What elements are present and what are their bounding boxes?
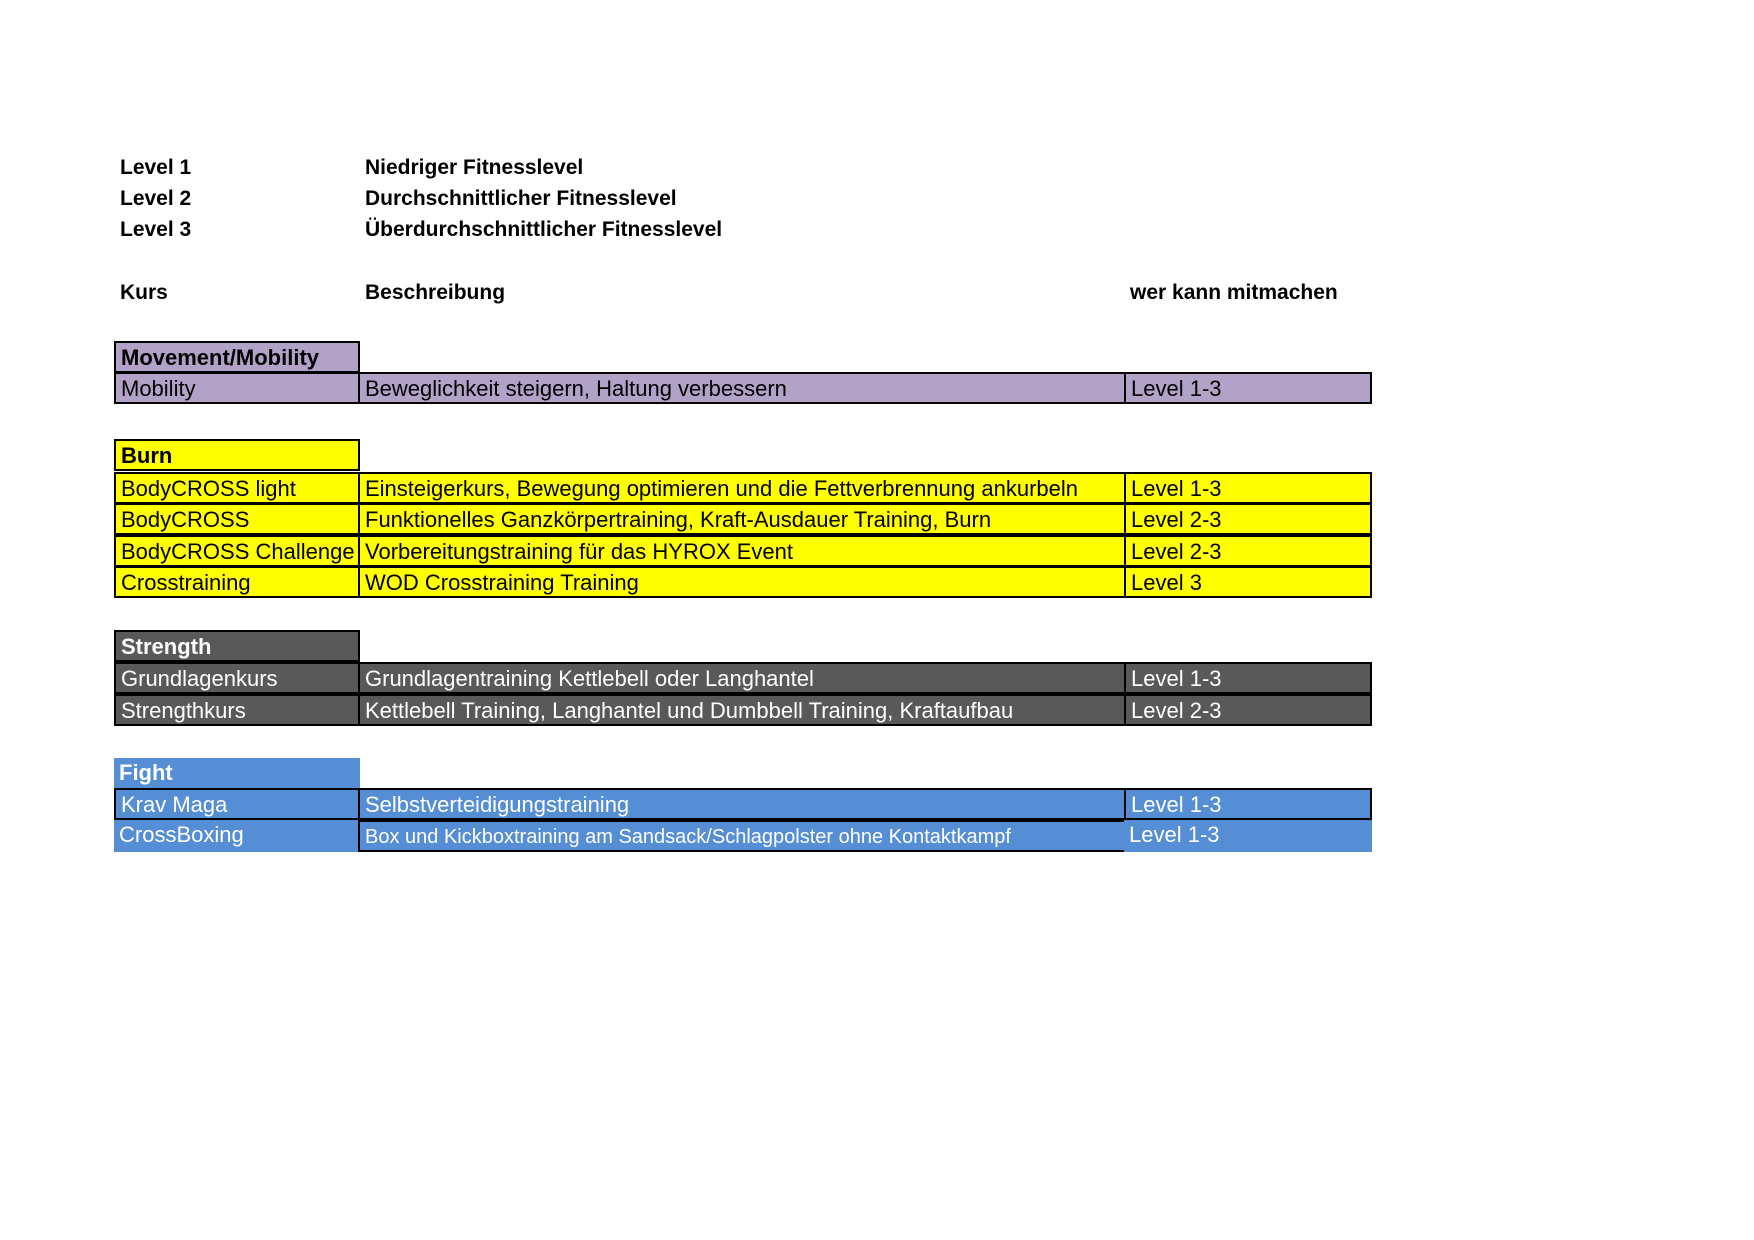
course-cell: Mobility — [114, 372, 360, 404]
section-title-fight: Fight — [114, 758, 360, 790]
course-cell: BodyCROSS Challenge — [114, 535, 360, 567]
description-cell: Einsteigerkurs, Bewegung optimieren und die Fettverbrennung ankurbeln — [358, 472, 1126, 504]
description-cell: Beweglichkeit steigern, Haltung verbessern — [358, 372, 1126, 404]
level-cell: Level 2-3 — [1124, 503, 1372, 535]
course-cell: Grundlagenkurs — [114, 662, 360, 694]
course-cell: CrossBoxing — [114, 820, 360, 852]
level-cell: Level 1-3 — [1124, 472, 1372, 504]
level-cell: Level 3 — [1124, 566, 1372, 598]
level-cell: Level 1-3 — [1124, 662, 1372, 694]
section-title-mobility: Movement/Mobility — [114, 341, 360, 373]
legend-description-3: Überdurchschnittlicher Fitnesslevel — [365, 218, 723, 241]
level-cell: Level 1-3 — [1124, 820, 1372, 852]
legend-description-2: Durchschnittlicher Fitnesslevel — [365, 187, 677, 210]
legend-level-1: Level 1 — [120, 156, 192, 179]
course-cell: BodyCROSS — [114, 503, 360, 535]
legend-level-2: Level 2 — [120, 187, 192, 210]
course-cell: BodyCROSS light — [114, 472, 360, 504]
legend-level-3: Level 3 — [120, 218, 192, 241]
legend-description-1: Niedriger Fitnesslevel — [365, 156, 584, 179]
column-header-course: Kurs — [120, 281, 168, 304]
description-cell: Box und Kickboxtraining am Sandsack/Schlagpolster ohne Kontaktkampf — [358, 820, 1126, 852]
level-cell: Level 2-3 — [1124, 694, 1372, 726]
description-cell: WOD Crosstraining Training — [358, 566, 1126, 598]
column-header-description: Beschreibung — [365, 281, 506, 304]
section-title-strength: Strength — [114, 630, 360, 662]
description-cell: Grundlagentraining Kettlebell oder Langhantel — [358, 662, 1126, 694]
description-cell: Selbstverteidigungstraining — [358, 788, 1126, 820]
course-cell: Strengthkurs — [114, 694, 360, 726]
description-cell: Vorbereitungstraining für das HYROX Event — [358, 535, 1126, 567]
level-cell: Level 2-3 — [1124, 535, 1372, 567]
description-cell: Kettlebell Training, Langhantel und Dumbbell Training, Kraftaufbau — [358, 694, 1126, 726]
course-cell: Krav Maga — [114, 788, 360, 820]
description-cell: Funktionelles Ganzkörpertraining, Kraft-Ausdauer Training, Burn — [358, 503, 1126, 535]
course-cell: Crosstraining — [114, 566, 360, 598]
level-cell: Level 1-3 — [1124, 372, 1372, 404]
section-title-burn: Burn — [114, 439, 360, 471]
column-header-who: wer kann mitmachen — [1130, 281, 1338, 304]
level-cell: Level 1-3 — [1124, 788, 1372, 820]
